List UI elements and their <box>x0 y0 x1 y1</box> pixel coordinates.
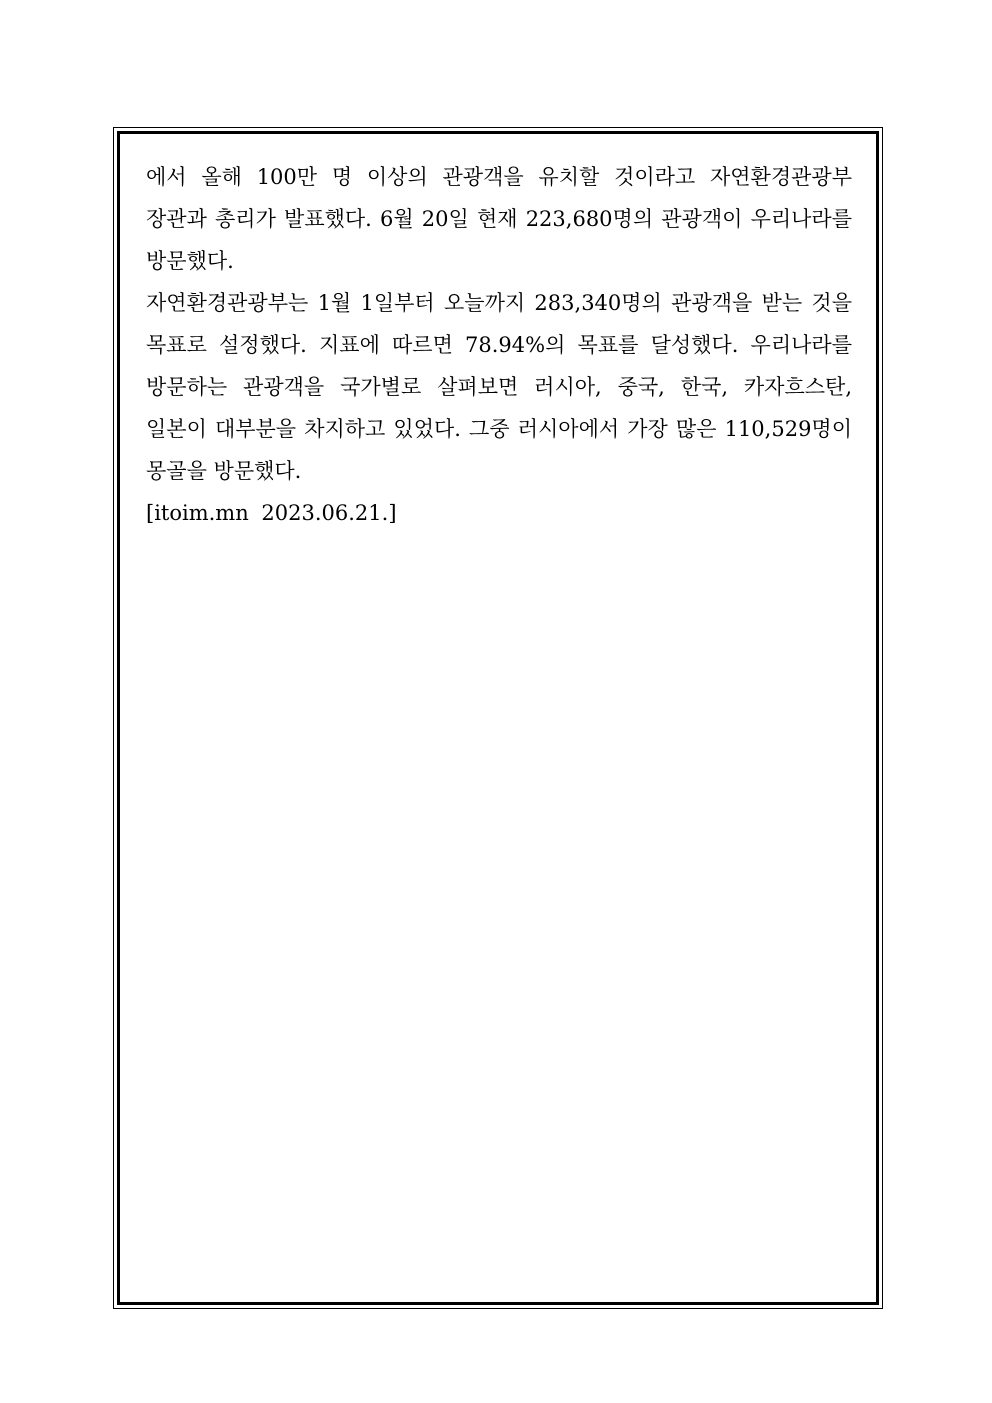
article-body <box>146 156 852 534</box>
article-paragraph-2: 자연환경관광부는 1월 1일부터 오늘까지 283,340명의 관광객을 받는 것을 목표로 설정했다. 지표에 따르면 78.94%의 목표를 달성했다. 우리나라를 방문하는 관광객을 국가별로 살펴보면 러시아, 중국, 한국, 카자흐스탄, 일본이 대부분을 차지하고 있었다. 그중 러시아에서 가장 많은 110,529명이 몽골을 방문했다. <box>146 291 852 483</box>
page-border-inner <box>117 131 879 1305</box>
article-source: [itoim.mn 2023.06.21.] <box>146 501 397 525</box>
article-paragraph-1: 에서 올해 100만 명 이상의 관광객을 유치할 것이라고 자연환경관광부 장관과 총리가 발표했다. 6월 20일 현재 223,680명의 관광객이 우리나라를 방문했다. <box>146 165 852 273</box>
page-border-outer <box>113 127 883 1309</box>
